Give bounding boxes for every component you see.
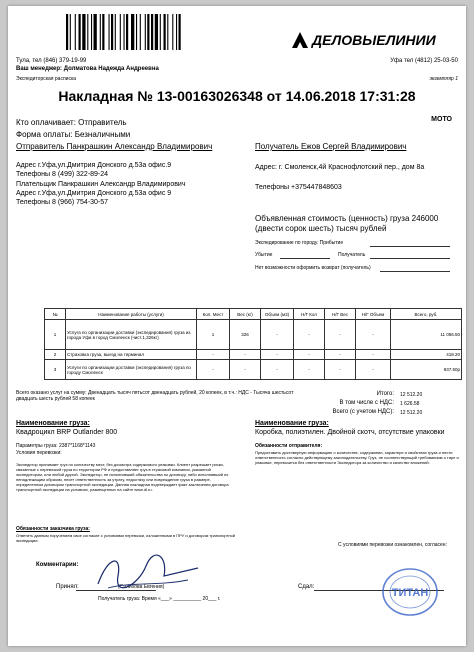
invoice-sheet bbox=[8, 6, 466, 646]
cell: - bbox=[356, 360, 391, 380]
cell: - bbox=[325, 350, 356, 360]
table-row bbox=[45, 360, 462, 380]
recipient-phone: Телефоны +375447848603 bbox=[255, 184, 342, 191]
table-row bbox=[45, 350, 462, 360]
cell: 11 056.50 bbox=[391, 320, 462, 350]
col-ng-weight: Н/Г Вес bbox=[325, 309, 356, 320]
cell: Страховка груза, выезд на терминал bbox=[66, 350, 197, 360]
cell: - bbox=[325, 360, 356, 380]
right-city-phone: Уфа тел (4812) 25-03-50 bbox=[390, 58, 458, 64]
payer-phone: Телефоны 8 (966) 754-30-57 bbox=[16, 199, 109, 206]
cell: 2 bbox=[45, 350, 66, 360]
payer-address: Адрес г.Уфа,ул.Дмитрия Донского д.53а офис 9 bbox=[16, 190, 172, 197]
cell: - bbox=[261, 350, 294, 360]
accepted-name: (Салихова Евгения) bbox=[118, 584, 165, 590]
cargo-packing: Условия перевозки: bbox=[16, 450, 62, 456]
payment-form: Форма оплаты: Безналичными bbox=[16, 130, 131, 139]
col-ng-volume: Н/Г Объем bbox=[356, 309, 391, 320]
company-stamp bbox=[380, 566, 440, 618]
itogo-value: 12 512.20 bbox=[400, 392, 423, 398]
col-total: Всего, руб. bbox=[391, 309, 462, 320]
col-service: Наименование работы (услуги) bbox=[66, 309, 197, 320]
logo-text: ДЕЛОВЫЕЛИНИИ bbox=[312, 32, 436, 48]
cell: - bbox=[230, 350, 261, 360]
cell: Услуги по организации доставки (экспедирования) груза по городу Смоленск bbox=[66, 360, 197, 380]
recipient-title: Получатель Ежов Сергей Владимирович bbox=[255, 142, 407, 151]
cell: - bbox=[197, 350, 230, 360]
col-volume: Объем (м3) bbox=[261, 309, 294, 320]
vat-label: В том числе с НДС: bbox=[339, 400, 394, 406]
payer-line: Кто оплачивает: Отправитель bbox=[16, 118, 127, 127]
table-header-row bbox=[45, 309, 462, 320]
cell: - bbox=[261, 320, 294, 350]
receiver-label: Получатель bbox=[338, 252, 366, 258]
duties-customer: Ответить данным поручением свое согласие с условиями перевозки, изложенными в ПРУ и договором транспортной экспедиции. bbox=[16, 533, 236, 543]
vat-value: 1 626.58 bbox=[400, 401, 420, 407]
recipient-address: Адрес: г. Смоленск,4й Краснофлотский пер., дом 8а bbox=[255, 164, 425, 171]
col-number: № bbox=[45, 309, 66, 320]
no-return-label: Нет возможности оформить возврат (получатель) bbox=[255, 265, 371, 271]
signature bbox=[88, 546, 208, 596]
col-ng-count: Н/Г Кол bbox=[294, 309, 325, 320]
cell: - bbox=[230, 360, 261, 380]
sender-sign-label: Сдал: bbox=[298, 584, 315, 590]
col-weight: Вес (кг) bbox=[230, 309, 261, 320]
duties-sender: Предоставить достоверную информацию о количестве, содержании, характере и свойствах груза и нести ответственность согласно действующему законодательству. Груз, не соответствующий требованиям о таре и упаковке, перевозится без ответственности Экспедитора за количество и качество вложений. bbox=[255, 450, 459, 465]
services-table bbox=[44, 308, 462, 380]
cargo-left-name: Квадроцикл BRP Outlander 800 bbox=[16, 429, 118, 436]
col-places: Кол. Мест bbox=[197, 309, 230, 320]
cell: 418.20 bbox=[391, 350, 462, 360]
cell: Услуга по организации доставки (экспедирования) груза из города Уфа в город Смоленск (чист.1,326кг) bbox=[66, 320, 197, 350]
cargo-params: Параметры груза: 2387*1168*1143 bbox=[16, 443, 96, 449]
cell: - bbox=[325, 320, 356, 350]
cell: - bbox=[356, 320, 391, 350]
invoice-title: Накладная № 13-00163026348 от 14.06.2018 17:31:28 bbox=[58, 88, 416, 104]
cell: - bbox=[294, 350, 325, 360]
sender-phone: Телефоны 8 (499) 322-89-24 bbox=[16, 171, 109, 178]
departure-label: Убытие bbox=[255, 252, 273, 258]
cargo-terms: Экспедитор принимает груз по количеству мест, без досмотра содержимого упаковки. Клиент разрешает риски, связанные с перевозкой груза по территории РФ и предоставляет груз в страховой компании, указанной экспедитором, или любой другой. Экспедитор, не исполнивший обязательства по договору, либо исполнивший их ненадлежащим образом, несет ответственность за утрату, недостачу или повреждение груза в размере, определенном договором транспортной экспедиции. Данная накладная подтверждает факт заключения договора транспортной экспедиции на условиях, размещенных на сайте www.dl.ru. bbox=[16, 462, 229, 492]
duties-sender-title: Обязанности отправителя: bbox=[255, 443, 323, 449]
cell: 1 bbox=[45, 320, 66, 350]
cell: - bbox=[197, 360, 230, 380]
payer-name: Плательщик Панкрашкин Александр Владимирович bbox=[16, 181, 186, 188]
declared-value: Объявленная стоимость (ценность) груза 246000 (двести сорок шесть) тысяч рублей bbox=[255, 214, 439, 233]
stamp-text: ТИТАН bbox=[391, 587, 429, 599]
total-in-words: Всего оказано услуг на сумму: Двенадцать тысяч пятьсот двенадцать рублей, 20 копеек, в т.ч.: НДС - Тысяча шестьсот двадцать шесть рублей 58 копеек bbox=[16, 390, 294, 402]
moto-label: МОТО bbox=[431, 116, 452, 123]
cargo-left-title: Наименование груза: bbox=[16, 420, 90, 427]
table-row bbox=[45, 320, 462, 350]
manager-line: Ваш менеджер: Долматова Надежда Андреевна bbox=[16, 66, 159, 72]
duties-customer-title: Обязанности заказчика груза: bbox=[16, 526, 90, 532]
left-city-phone: Тула, тел (846) 379-19-99 bbox=[16, 58, 87, 64]
barcode bbox=[66, 14, 214, 50]
cell: 326 bbox=[230, 320, 261, 350]
comments-label: Комментарии: bbox=[36, 562, 79, 568]
sender-address: Адрес г.Уфа,ул.Дмитрия Донского д.53а офис.9 bbox=[16, 162, 172, 169]
forwarding-label: Экспедирование по городу. Прибытие bbox=[255, 240, 344, 246]
receipt-label: Экспедиторская расписка bbox=[16, 76, 77, 82]
cell: - bbox=[261, 360, 294, 380]
receiver-date-line: Получатель груза: Время «___» __________ 20___ г. bbox=[98, 596, 221, 602]
cell: - bbox=[356, 350, 391, 360]
grand-total-label: Всего (с учетом НДС): bbox=[332, 409, 394, 415]
cargo-right-title: Наименование груза: bbox=[255, 420, 329, 427]
cell: 3 bbox=[45, 360, 66, 380]
accepted-label: Принял: bbox=[56, 584, 79, 590]
cell: - bbox=[294, 320, 325, 350]
agree-text: С условиями перевозки ознакомлен, согласен: bbox=[338, 542, 447, 548]
itogo-label: Итого: bbox=[376, 391, 394, 397]
grand-total-value: 12 512.20 bbox=[400, 410, 423, 416]
cell: - bbox=[294, 360, 325, 380]
cell: 937.50р bbox=[391, 360, 462, 380]
cargo-right-name: Коробка, полиэтилен. Двойной скотч, отсутствие упаковки bbox=[255, 429, 445, 436]
cell: 1 bbox=[197, 320, 230, 350]
copy-label: экземпляр 1 bbox=[429, 76, 458, 82]
sender-title: Отправитель Панкрашкин Александр Владимирович bbox=[16, 142, 213, 151]
company-logo bbox=[290, 28, 460, 50]
